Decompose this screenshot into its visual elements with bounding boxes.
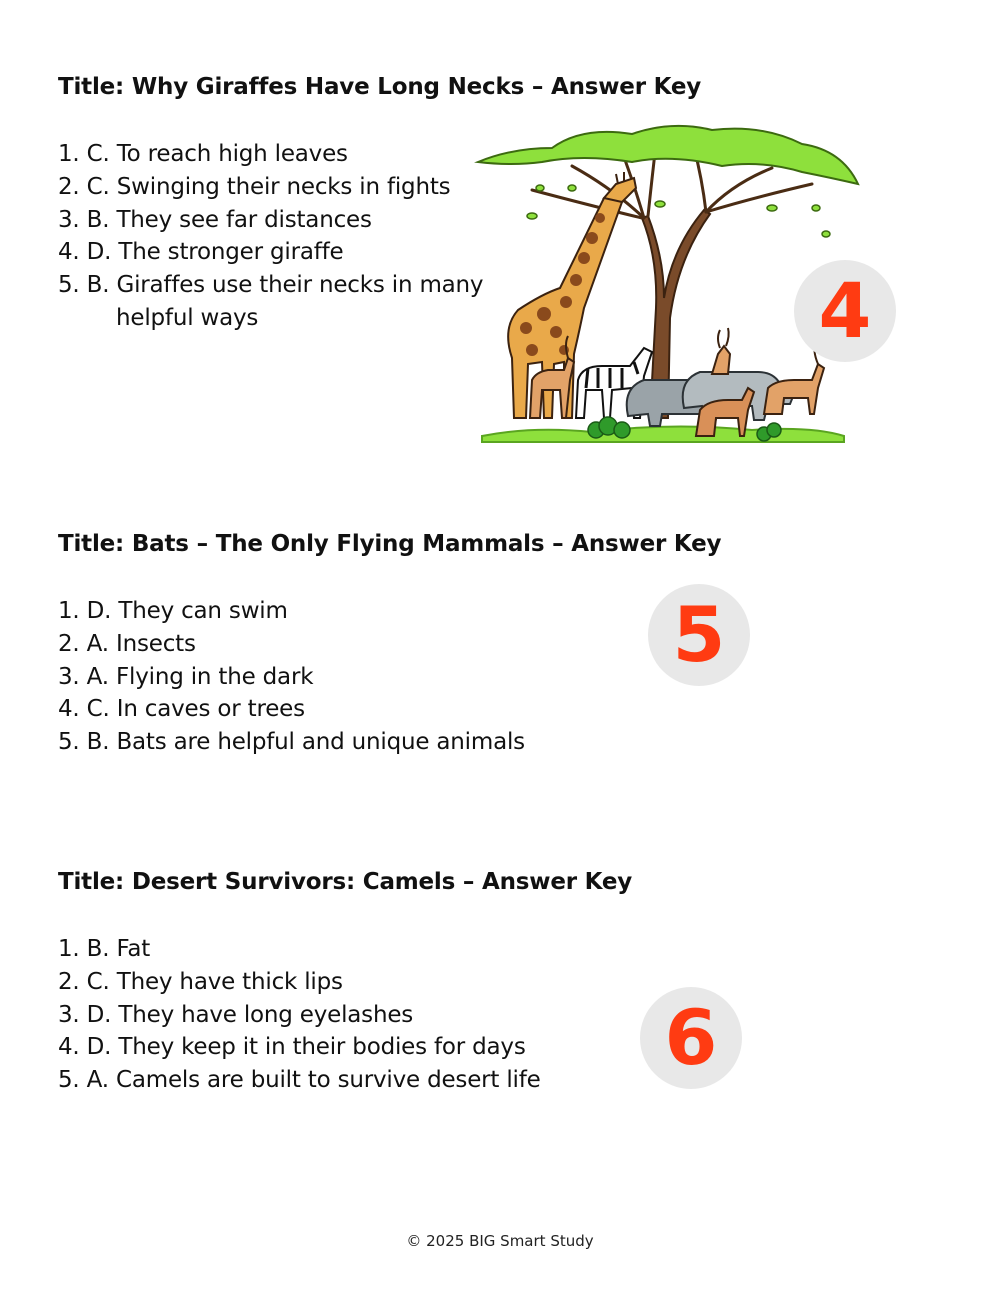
section-3-number-badge: 6: [640, 987, 742, 1089]
answer-item: 4. D. The stronger giraffe: [58, 239, 344, 266]
answer-item: 1. B. Fat: [58, 936, 151, 962]
section-3-title: Title: Desert Survivors: Camels – Answer Key: [58, 869, 633, 895]
answer-item: 5. B. Bats are helpful and unique animals: [58, 729, 525, 756]
section-2-title: Title: Bats – The Only Flying Mammals – Answer Key: [58, 531, 722, 557]
answer-item: 1. D. They can swim: [58, 598, 288, 624]
section-1-answer-list: [58, 138, 483, 335]
answer-item: 2. C. Swinging their necks in fights: [58, 173, 451, 200]
answer-item: 1. C. To reach high leaves: [58, 141, 348, 167]
answer-item: 3. B. They see far distances: [58, 206, 372, 233]
answer-item: 5. A. Camels are built to survive desert life: [58, 1067, 541, 1094]
section-2-answer-list: [58, 595, 525, 759]
answer-item: 2. C. They have thick lips: [58, 968, 343, 995]
answer-item: 4. D. They keep it in their bodies for days: [58, 1034, 526, 1061]
section-2-number-badge: 5: [648, 584, 750, 686]
answer-item: 4. C. In caves or trees: [58, 696, 305, 723]
answer-continuation: helpful ways: [116, 304, 259, 331]
answer-item: 3. D. They have long eyelashes: [58, 1001, 414, 1028]
answer-item: 2. A. Insects: [58, 630, 196, 657]
answer-item: [58, 269, 483, 335]
answer-text: 5. B. Giraffes use their necks in many: [58, 272, 484, 299]
section-1-title: Title: Why Giraffes Have Long Necks – Answer Key: [58, 74, 702, 100]
section-3-answer-list: [58, 933, 541, 1097]
copyright-footer: © 2025 BIG Smart Study: [406, 1232, 594, 1250]
section-1-number-badge: 4: [794, 260, 896, 362]
answer-item: 3. A. Flying in the dark: [58, 663, 314, 690]
